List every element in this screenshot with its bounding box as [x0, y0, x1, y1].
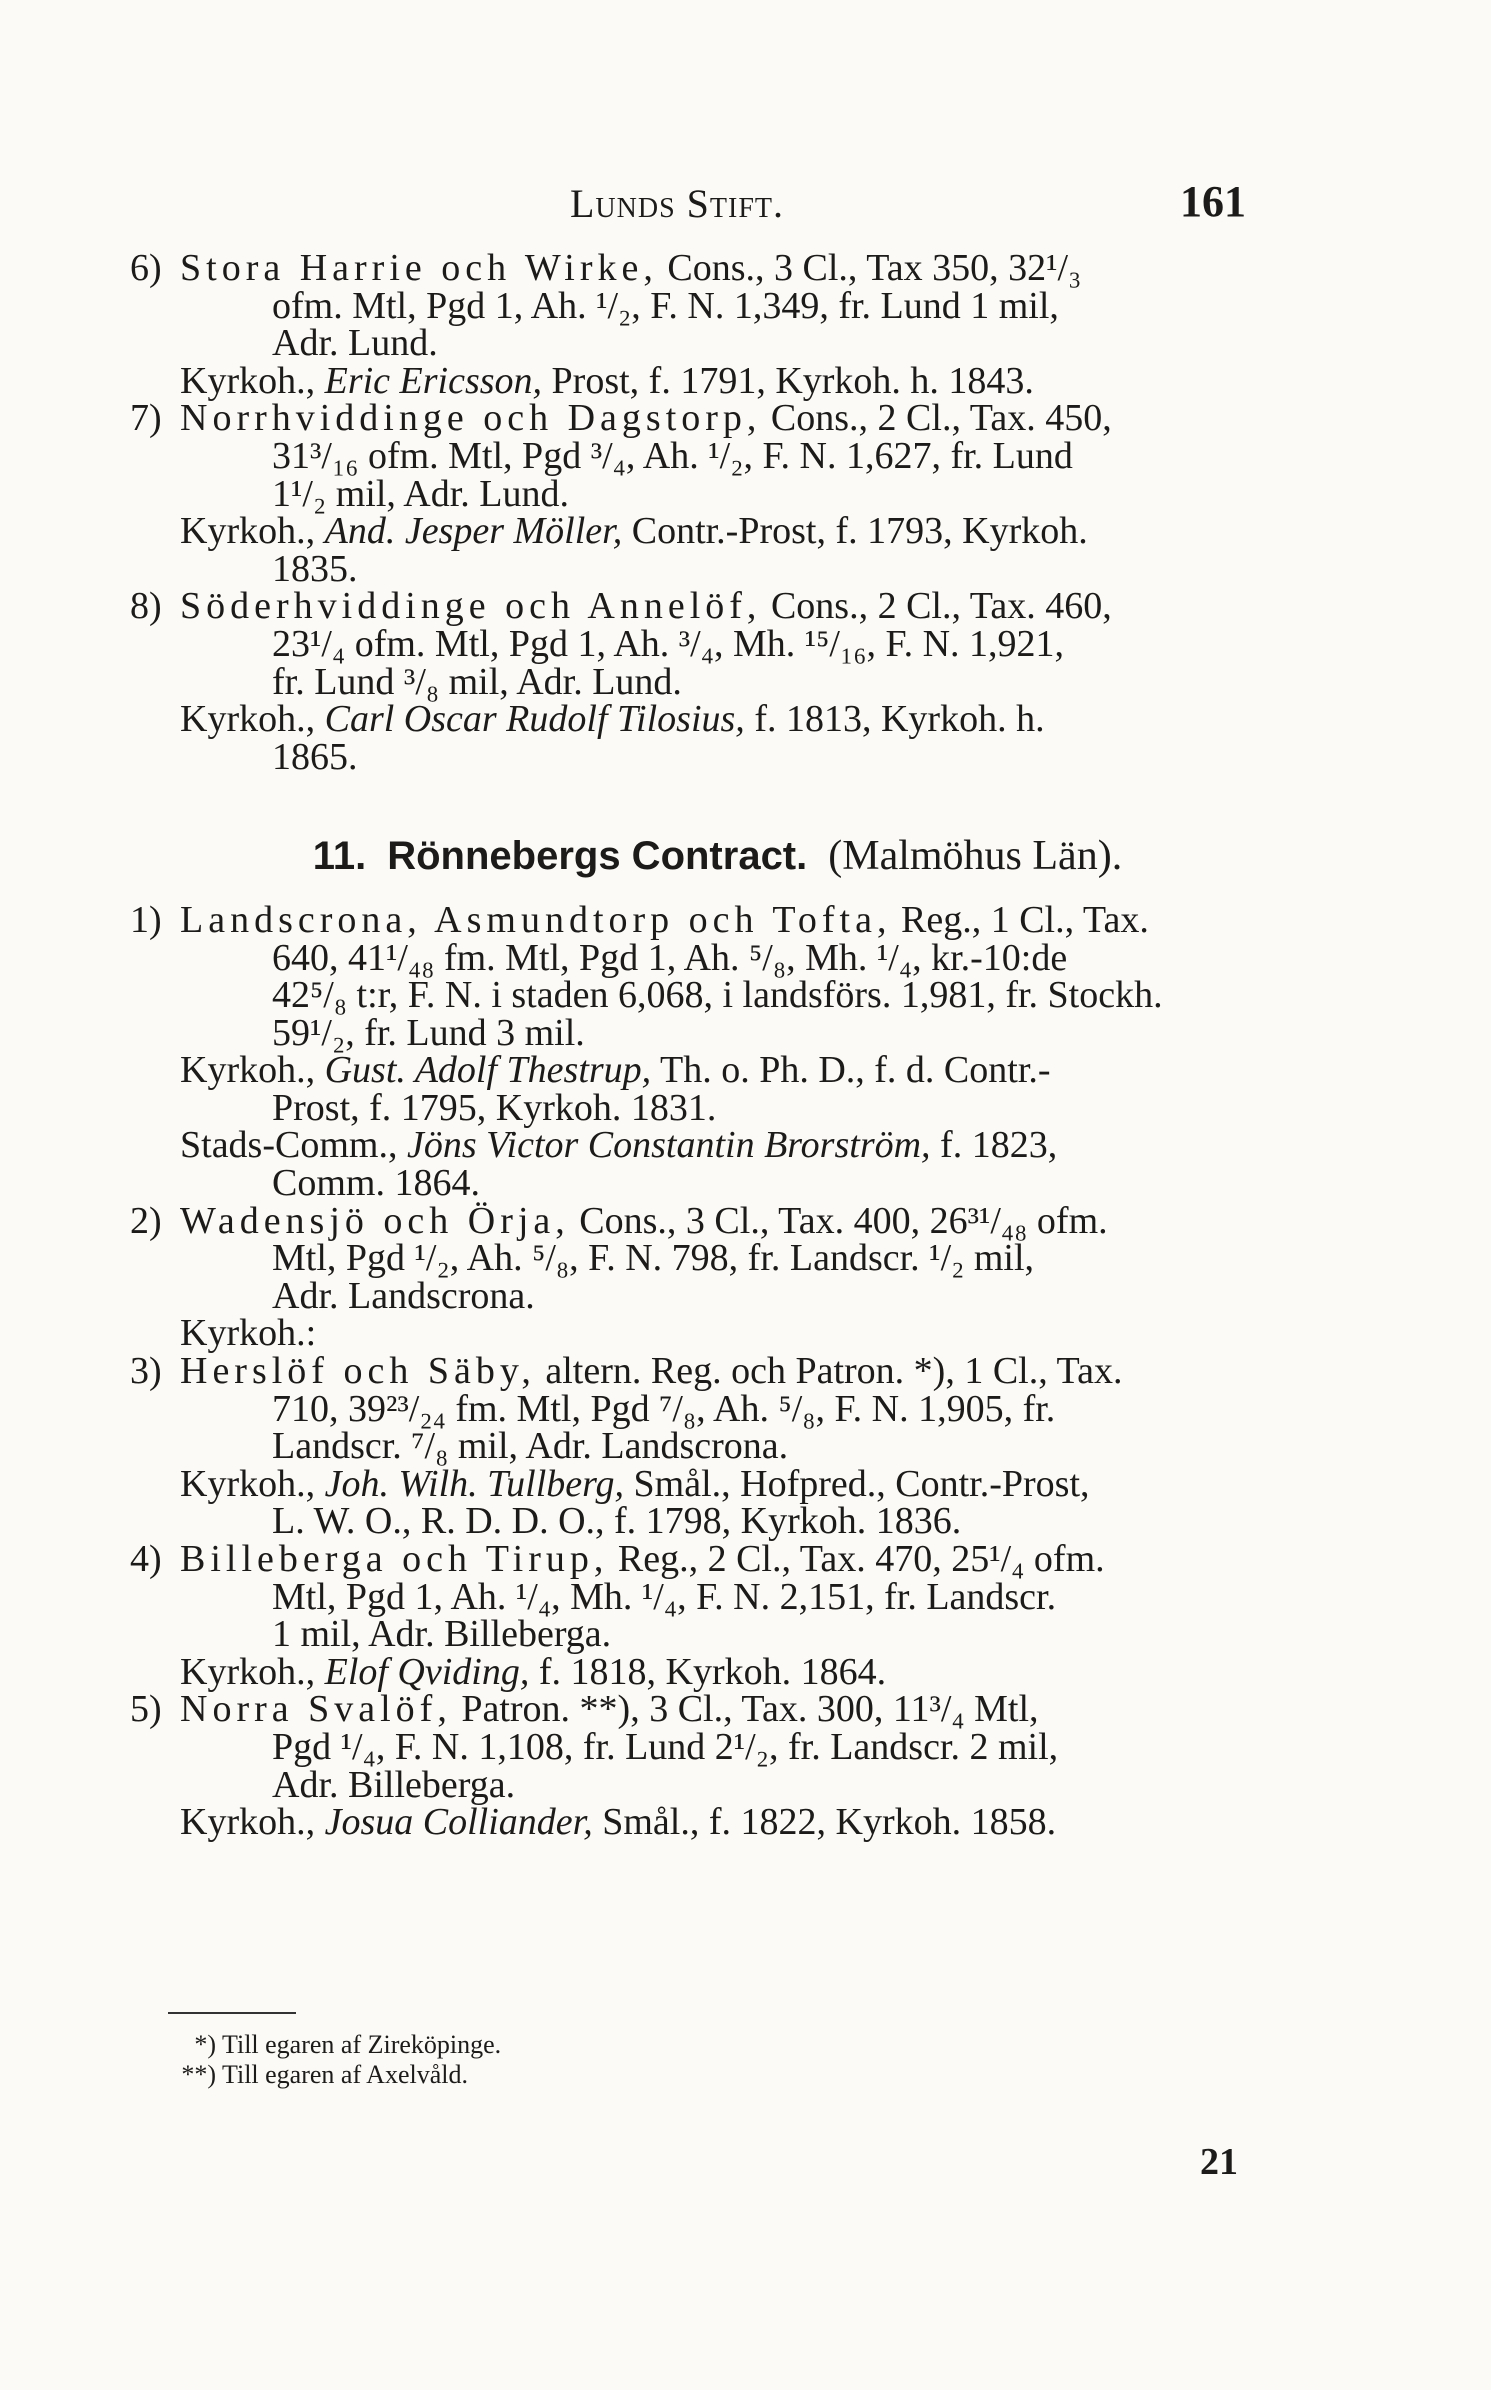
- parish-entry-5: [130, 1688, 1305, 1844]
- vicar-name: Joh. Wilh. Tullberg,: [324, 1462, 625, 1505]
- parish-details: Reg., 2 Cl., Tax. 470, 25¹/₄ ofm.: [608, 1538, 1105, 1580]
- entry-number: 5): [130, 1688, 162, 1731]
- vicar-title: Kyrkoh.,: [180, 1801, 325, 1844]
- parish-details-line: 42⁵/₈ t:r, F. N. i staden 6,068, i landsförs. 1,981, fr. Stockh.: [272, 974, 1163, 1017]
- vicar-title: Kyrkoh.:: [180, 1312, 317, 1355]
- parish-name: Norra Svalöf,: [180, 1688, 452, 1731]
- parish-details: Cons., 2 Cl., Tax. 460,: [761, 585, 1112, 628]
- vicar-details: Th. o. Ph. D., f. d. Contr.-: [651, 1049, 1051, 1092]
- parish-entry-1: [130, 898, 1305, 1205]
- commissioner-details: f. 1823,: [930, 1124, 1058, 1167]
- footnote-mark: **): [181, 2060, 216, 2089]
- parish-details-line: Landscr. ⁷/₈ mil, Adr. Landscrona.: [272, 1425, 789, 1468]
- parish-entry-8: [130, 585, 1305, 778]
- parish-details: Cons., 3 Cl., Tax 350, 32¹/₃: [657, 247, 1082, 289]
- vicar-name: Carl Oscar Rudolf Tilosius,: [324, 698, 745, 741]
- section-heading: [130, 833, 1305, 880]
- footnotes: [130, 2030, 1030, 2090]
- entry-number: 6): [130, 247, 162, 289]
- vicar-line: [180, 698, 1305, 741]
- footnote-mark: *): [194, 2030, 216, 2059]
- entry-number: 4): [130, 1538, 162, 1580]
- vicar-details: f. 1818, Kyrkoh. 1864.: [529, 1650, 887, 1693]
- parish-details: Patron. **), 3 Cl., Tax. 300, 11³/₄ Mtl,: [451, 1688, 1039, 1731]
- entry-number: 3): [130, 1350, 162, 1393]
- vicar-name: And. Jesper Möller,: [324, 510, 623, 553]
- vicar-name: Elof Qviding,: [324, 1650, 530, 1693]
- vicar-details-cont: 1865.: [272, 735, 358, 778]
- vicar-name: Eric Ericsson,: [324, 359, 543, 402]
- footnote-text: Till egaren af Zireköpinge.: [222, 2030, 502, 2059]
- section-region: (Malmöhus Län).: [828, 833, 1123, 880]
- vicar-title: Kyrkoh.,: [180, 1049, 325, 1092]
- vicar-line: [180, 359, 1305, 402]
- parish-details-line: 710, 39²³/₂₄ fm. Mtl, Pgd ⁷/₈, Ah. ⁵/₈, F. N. 1,905, fr.: [272, 1387, 1056, 1430]
- vicar-line: [180, 1312, 1305, 1355]
- parish-name: Billeberga och Tirup,: [180, 1538, 609, 1580]
- parish-details-line: 1 mil, Adr. Billeberga.: [272, 1613, 612, 1656]
- section-number: 11.: [312, 834, 367, 879]
- vicar-title: Kyrkoh.,: [180, 1462, 325, 1505]
- parish-entry-4: [130, 1538, 1305, 1693]
- body-text: [130, 247, 1305, 1844]
- vicar-name: Josua Colliander,: [324, 1801, 593, 1844]
- vicar-details: Smål., Hofpred., Contr.-Prost,: [624, 1462, 1090, 1505]
- entry-number: 1): [130, 898, 162, 941]
- parish-name: Herslöf och Säby,: [180, 1350, 536, 1393]
- vicar-details: Contr.-Prost, f. 1793, Kyrkoh.: [622, 510, 1088, 553]
- footnote: [130, 2030, 1030, 2060]
- parish-details-line: fr. Lund ³/₈ mil, Adr. Lund.: [272, 660, 682, 703]
- parish-details-line: 1¹/₂ mil, Adr. Lund.: [272, 472, 569, 515]
- parish-name: Landscrona, Asmundtorp och Tofta,: [180, 898, 892, 941]
- parish-entry-6: [130, 247, 1305, 402]
- vicar-details: Smål., f. 1822, Kyrkoh. 1858.: [592, 1801, 1057, 1844]
- parish-entry-3: [130, 1350, 1305, 1543]
- parish-details-line: 640, 41¹/₄₈ fm. Mtl, Pgd 1, Ah. ⁵/₈, Mh. ¹/₄, kr.-10:de: [272, 936, 1068, 979]
- parish-details-line: 31³/₁₆ ofm. Mtl, Pgd ³/₄, Ah. ¹/₂, F. N. 1,627, fr. Lund: [272, 434, 1073, 477]
- parish-details-line: Mtl, Pgd ¹/₂, Ah. ⁵/₈, F. N. 798, fr. Landscr. ¹/₂ mil,: [272, 1237, 1035, 1280]
- vicar-details: Prost, f. 1791, Kyrkoh. h. 1843.: [542, 359, 1034, 402]
- vicar-details-cont: L. W. O., R. D. D. O., f. 1798, Kyrkoh. 1836.: [272, 1500, 962, 1543]
- footnote-text: Till egaren af Axelvåld.: [222, 2060, 468, 2089]
- parish-details-line: 23¹/₄ ofm. Mtl, Pgd 1, Ah. ³/₄, Mh. ¹⁵/₁₆, F. N. 1,921,: [272, 622, 1065, 665]
- vicar-details: f. 1813, Kyrkoh. h.: [744, 698, 1045, 741]
- parish-details: Cons., 2 Cl., Tax. 450,: [761, 397, 1112, 440]
- parish-details-line: Pgd ¹/₄, F. N. 1,108, fr. Lund 2¹/₂, fr. Landscr. 2 mil,: [272, 1725, 1059, 1768]
- running-head: [0, 176, 1491, 236]
- commissioner-details-cont: Comm. 1864.: [272, 1162, 480, 1205]
- page-number: 161: [1180, 177, 1246, 226]
- parish-details-line: Adr. Lund.: [272, 322, 438, 365]
- vicar-line: [180, 1650, 1305, 1693]
- vicar-line: [180, 1049, 1305, 1092]
- parish-details-line: 59¹/₂, fr. Lund 3 mil.: [272, 1011, 585, 1054]
- commissioner-name: Jöns Victor Constantin Brorström,: [406, 1124, 931, 1167]
- parish-name: Norrhviddinge och Dagstorp,: [180, 397, 762, 440]
- parish-details: Reg., 1 Cl., Tax.: [891, 898, 1149, 941]
- parish-name: Wadensjö och Örja,: [180, 1199, 570, 1242]
- parish-details-line: ofm. Mtl, Pgd 1, Ah. ¹/₂, F. N. 1,349, fr. Lund 1 mil,: [272, 284, 1059, 327]
- parish-details: altern. Reg. och Patron. *), 1 Cl., Tax.: [535, 1350, 1123, 1393]
- vicar-line: [180, 1462, 1305, 1505]
- entry-number: 8): [130, 585, 162, 628]
- vicar-line: [180, 510, 1305, 553]
- vicar-title: Kyrkoh.,: [180, 698, 325, 741]
- vicar-title: Kyrkoh.,: [180, 510, 325, 553]
- parish-details-line: Adr. Landscrona.: [272, 1274, 535, 1317]
- parish-details-line: Adr. Billeberga.: [272, 1763, 516, 1806]
- footnote: [130, 2060, 1030, 2090]
- parish-name: Söderhviddinge och Annelöf,: [180, 585, 762, 628]
- parish-entry-2: [130, 1199, 1305, 1355]
- vicar-details-cont: 1835.: [272, 547, 358, 590]
- parish-entry-7: [130, 397, 1305, 590]
- running-head-title: Lunds Stift.: [570, 181, 785, 226]
- signature-mark: 21: [1200, 2141, 1238, 2183]
- vicar-title: Kyrkoh.,: [180, 1650, 325, 1693]
- parish-name: Stora Harrie och Wirke,: [180, 247, 658, 289]
- parish-details-line: Mtl, Pgd 1, Ah. ¹/₄, Mh. ¹/₄, F. N. 2,151, fr. Landscr.: [272, 1575, 1057, 1618]
- commissioner-line: [180, 1124, 1305, 1167]
- parish-details: Cons., 3 Cl., Tax. 400, 26³¹/₄₈ ofm.: [569, 1199, 1108, 1242]
- vicar-details-cont: Prost, f. 1795, Kyrkoh. 1831.: [272, 1086, 717, 1129]
- entry-number: 2): [130, 1199, 162, 1242]
- vicar-title: Kyrkoh.,: [180, 359, 325, 402]
- section-title: Rönnebergs Contract.: [387, 834, 808, 879]
- commissioner-title: Stads-Comm.,: [180, 1124, 407, 1167]
- entry-number: 7): [130, 397, 162, 440]
- vicar-line: [180, 1801, 1305, 1844]
- vicar-name: Gust. Adolf Thestrup,: [324, 1049, 652, 1092]
- footnote-rule: [168, 2012, 296, 2014]
